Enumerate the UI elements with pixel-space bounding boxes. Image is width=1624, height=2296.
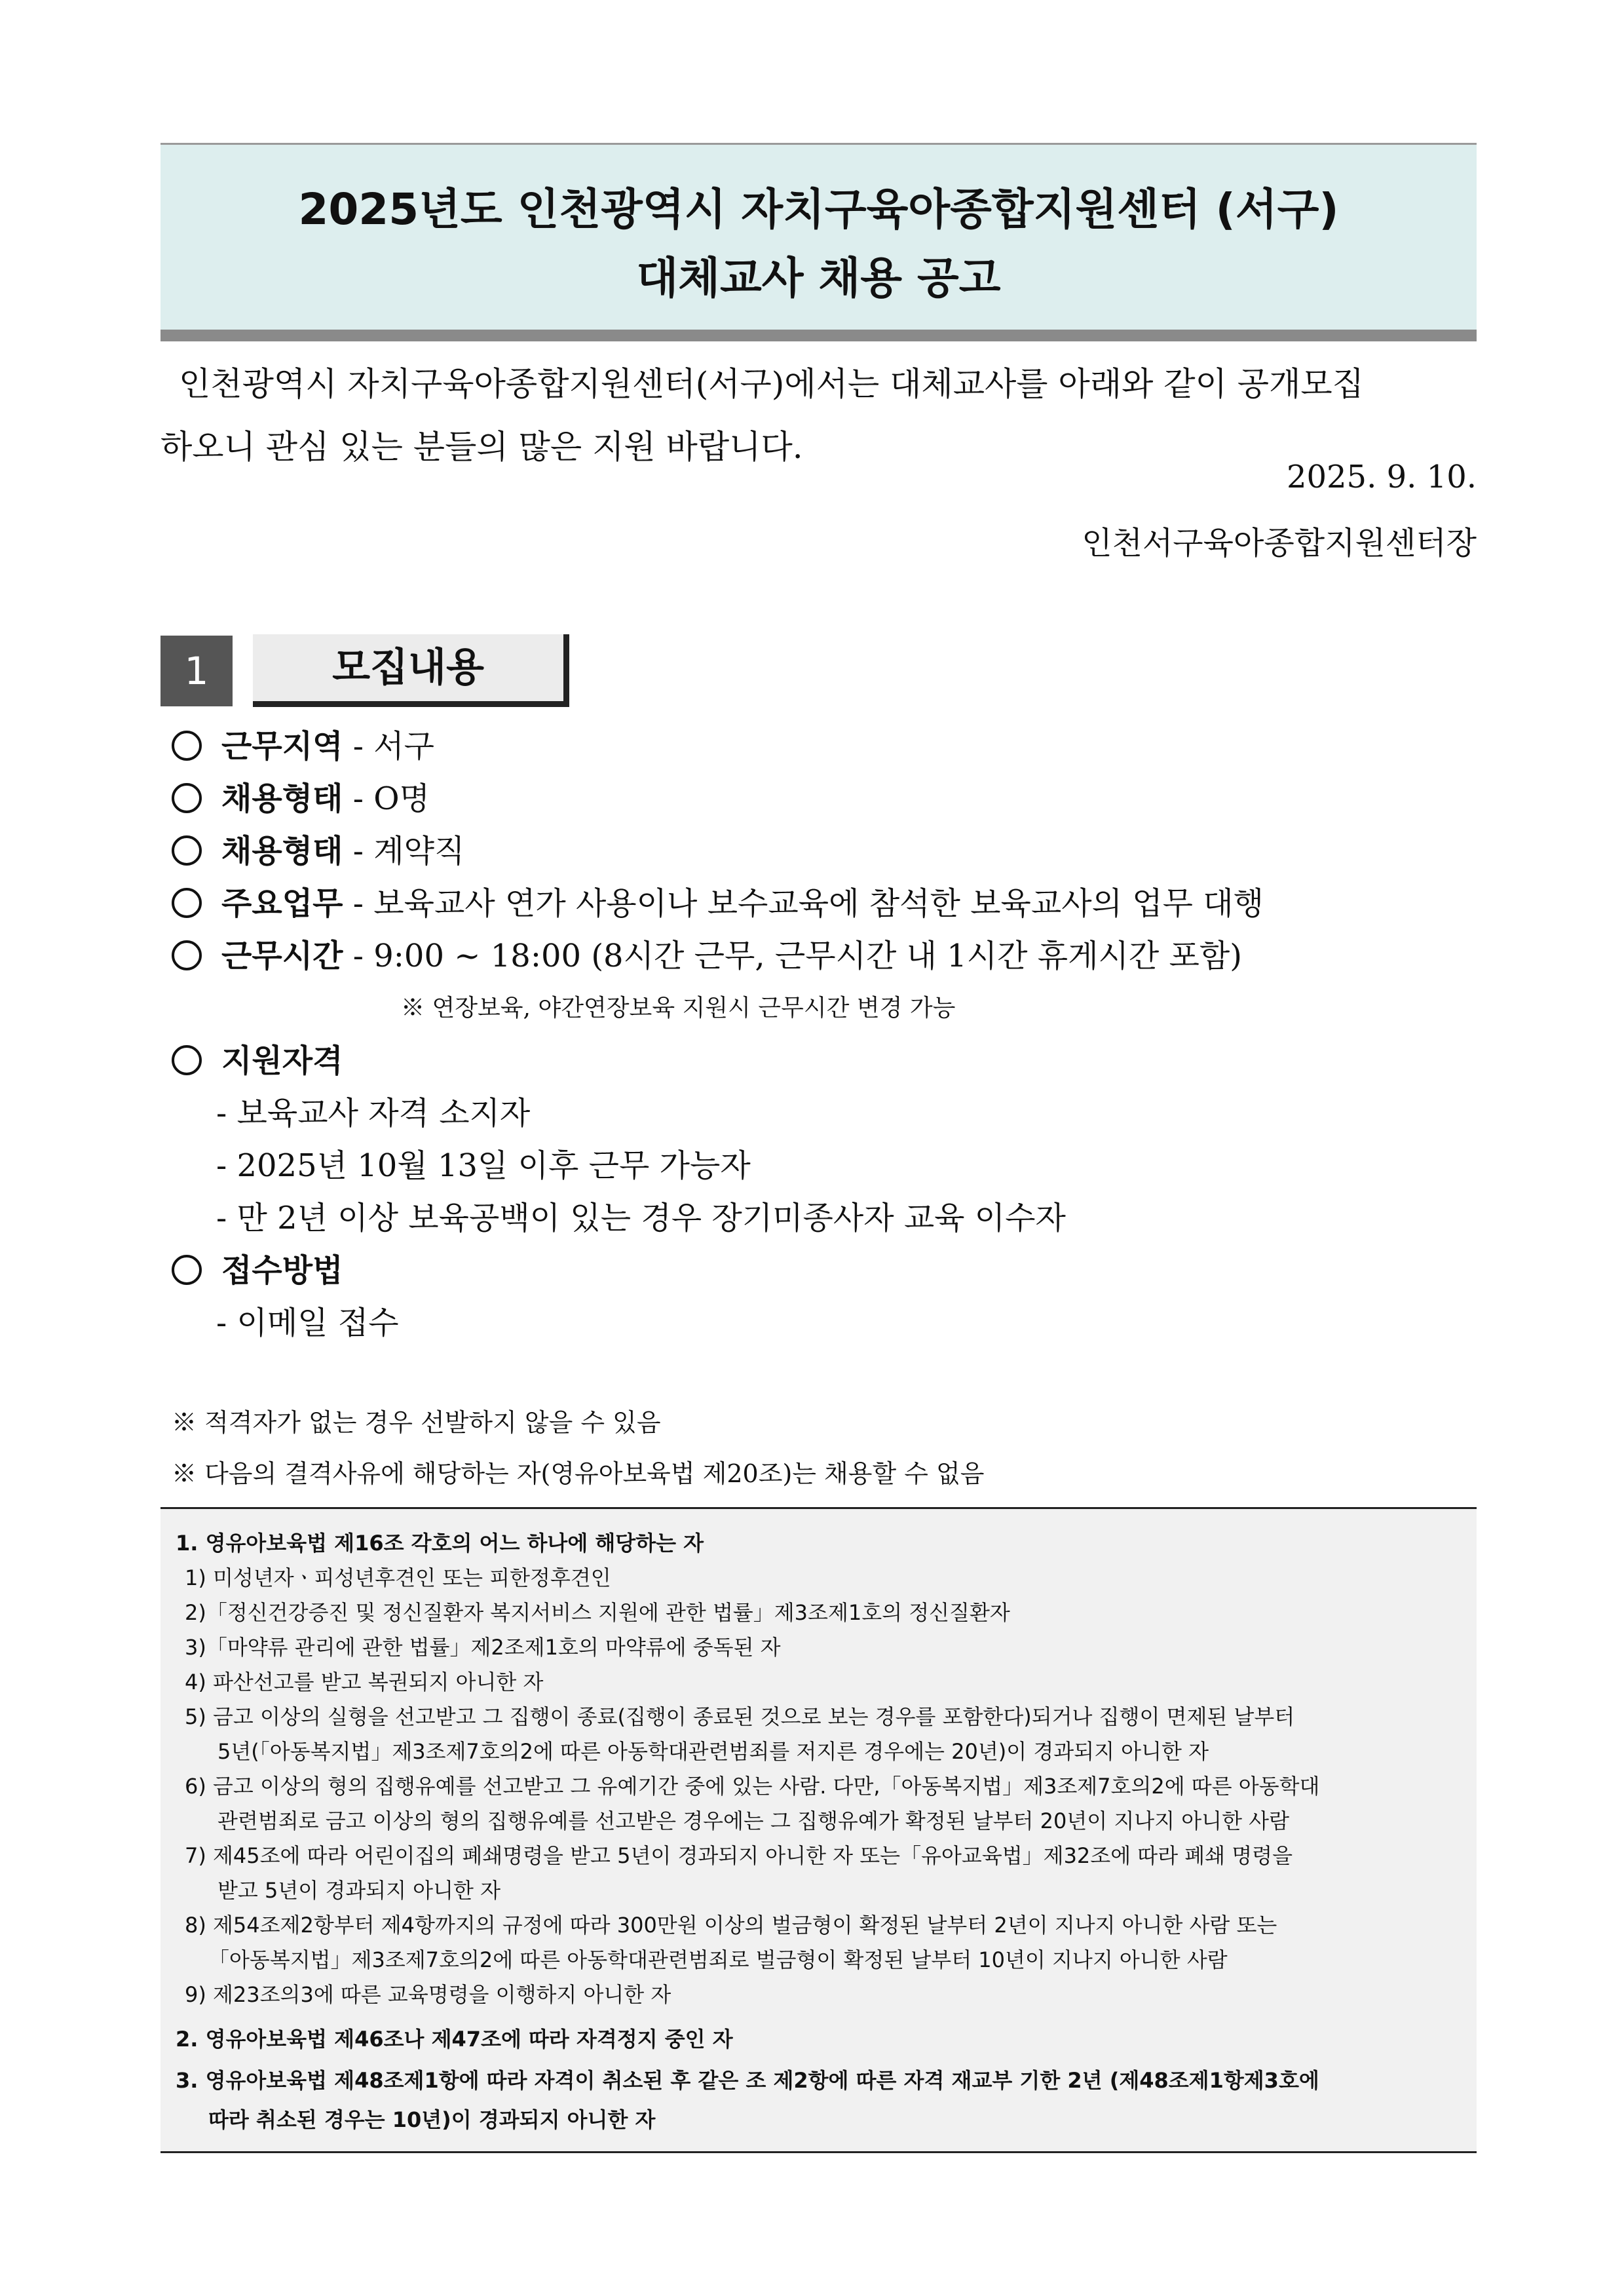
qualification-line: - 보육교사 자격 소지자 (216, 1095, 531, 1132)
qualification-line: - 만 2년 이상 보육공백이 있는 경우 장기미종사자 교육 이수자 (216, 1200, 1066, 1236)
circle-bullet-icon (172, 731, 202, 761)
item-qualifications: 지원자격 (172, 1035, 343, 1081)
circle-bullet-icon (172, 888, 202, 918)
dq-item: 3)「마약류 관리에 관한 법률」제2조제1호의 마약류에 중독된 자 (185, 1635, 781, 1660)
dq-item-continued: 받고 5년이 경과되지 아니한 자 (217, 1878, 500, 1903)
title-box (161, 143, 1477, 330)
document-title: 2025년도 인천광역시 자치구육아종합지원센터 (서구) (298, 184, 1339, 235)
dq-item: 4) 파산선고를 받고 복권되지 아니한 자 (185, 1670, 544, 1694)
dq-item-continued: 「아동복지법」제3조제7호의2에 따른 아동학대관련범죄로 벌금형이 확정된 날부터 10년이 지나지 아니한 사람 (208, 1947, 1228, 1972)
dq-item: 5) 금고 이상의 실형을 선고받고 그 집행이 종료(집행이 종료된 것으로 보는 경우를 포함한다)되거나 집행이 면제된 날부터 (185, 1704, 1295, 1729)
circle-bullet-icon (172, 940, 202, 970)
dq-item: 8) 제54조제2항부터 제4항까지의 규정에 따라 300만원 이상의 벌금형이 확정된 날부터 2년이 지나지 아니한 사람 또는 (185, 1913, 1277, 1938)
notice-no-qualified: ※ 적격자가 없는 경우 선발하지 않을 수 있음 (172, 1408, 661, 1437)
work-hours-note: ※ 연장보육, 야간연장보육 지원시 근무시간 변경 가능 (401, 995, 956, 1022)
issuer: 인천서구육아종합지원센터장 (1082, 525, 1477, 562)
dq-item-continued: 관련범죄로 금고 이상의 형의 집행유예를 선고받은 경우에는 그 집행유예가 확정된 날부터 20년이 지나지 아니한 사람 (217, 1808, 1289, 1833)
item-hire-count: 채용형태 - O명 (172, 773, 430, 818)
dq-heading-2: 2. 영유아보육법 제46조나 제47조에 따라 자격정지 중인 자 (176, 2027, 733, 2052)
announcement-date: 2025. 9. 10. (1286, 459, 1477, 495)
item-work-hours: 근무시간 - 9:00 ~ 18:00 (8시간 근무, 근무시간 내 1시간 휴게시간 포함) (172, 930, 1242, 976)
circle-bullet-icon (172, 1045, 202, 1075)
intro-line-1: 인천광역시 자치구육아종합지원센터(서구)에서는 대체교사를 아래와 같이 공개모집 (179, 365, 1364, 403)
item-main-duties: 주요업무 - 보육교사 연가 사용이나 보수교육에 참석한 보육교사의 업무 대행 (172, 878, 1264, 923)
intro-paragraph (161, 353, 1477, 478)
section-title: 모집내용 (253, 634, 569, 707)
circle-bullet-icon (172, 835, 202, 866)
circle-bullet-icon (172, 783, 202, 813)
dq-item: 1) 미성년자ㆍ피성년후견인 또는 피한정후견인 (185, 1565, 611, 1590)
document-subtitle: 대체교사 채용 공고 (636, 253, 1001, 303)
title-divider (161, 330, 1477, 341)
application-method-line: - 이메일 접수 (216, 1305, 399, 1341)
section-number: 1 (161, 636, 233, 706)
dq-heading-3: 3. 영유아보육법 제48조제1항에 따라 자격이 취소된 후 같은 조 제2항에 따른 자격 재교부 기한 2년 (제48조제1항제3호에 (176, 2068, 1319, 2093)
dq-item: 9) 제23조의3에 따른 교육명령을 이행하지 아니한 자 (185, 1982, 671, 2007)
dq-item: 7) 제45조에 따라 어린이집의 폐쇄명령을 받고 5년이 경과되지 아니한 자 또는「유아교육법」제32조에 따라 폐쇄 명령을 (185, 1843, 1293, 1868)
dq-heading-3-continued: 따라 취소된 경우는 10년)이 경과되지 아니한 자 (208, 2107, 656, 2132)
item-work-location: 근무지역 - 서구 (172, 721, 434, 766)
circle-bullet-icon (172, 1255, 202, 1285)
qualification-line: - 2025년 10월 13일 이후 근무 가능자 (216, 1147, 751, 1184)
dq-item-continued: 5년(「아동복지법」제3조제7호의2에 따른 아동학대관련범죄를 저지른 경우에는 20년)이 경과되지 아니한 자 (217, 1739, 1209, 1764)
item-hire-type: 채용형태 - 계약직 (172, 826, 464, 871)
notice-disqualification: ※ 다음의 결격사유에 해당하는 자(영유아보육법 제20조)는 채용할 수 없음 (172, 1459, 985, 1488)
dq-item: 6) 금고 이상의 형의 집행유예를 선고받고 그 유예기간 중에 있는 사람. 다만,「아동복지법」제3조제7호의2에 따른 아동학대 (185, 1774, 1320, 1799)
dq-item: 2)「정신건강증진 및 정신질환자 복지서비스 지원에 관한 법률」제3조제1호의 정신질환자 (185, 1600, 1010, 1625)
dq-heading-1: 1. 영유아보육법 제16조 각호의 어느 하나에 해당하는 자 (176, 1531, 704, 1556)
intro-line-2: 하오니 관심 있는 분들의 많은 지원 바랍니다. (161, 428, 803, 466)
item-application-method: 접수방법 (172, 1245, 343, 1290)
